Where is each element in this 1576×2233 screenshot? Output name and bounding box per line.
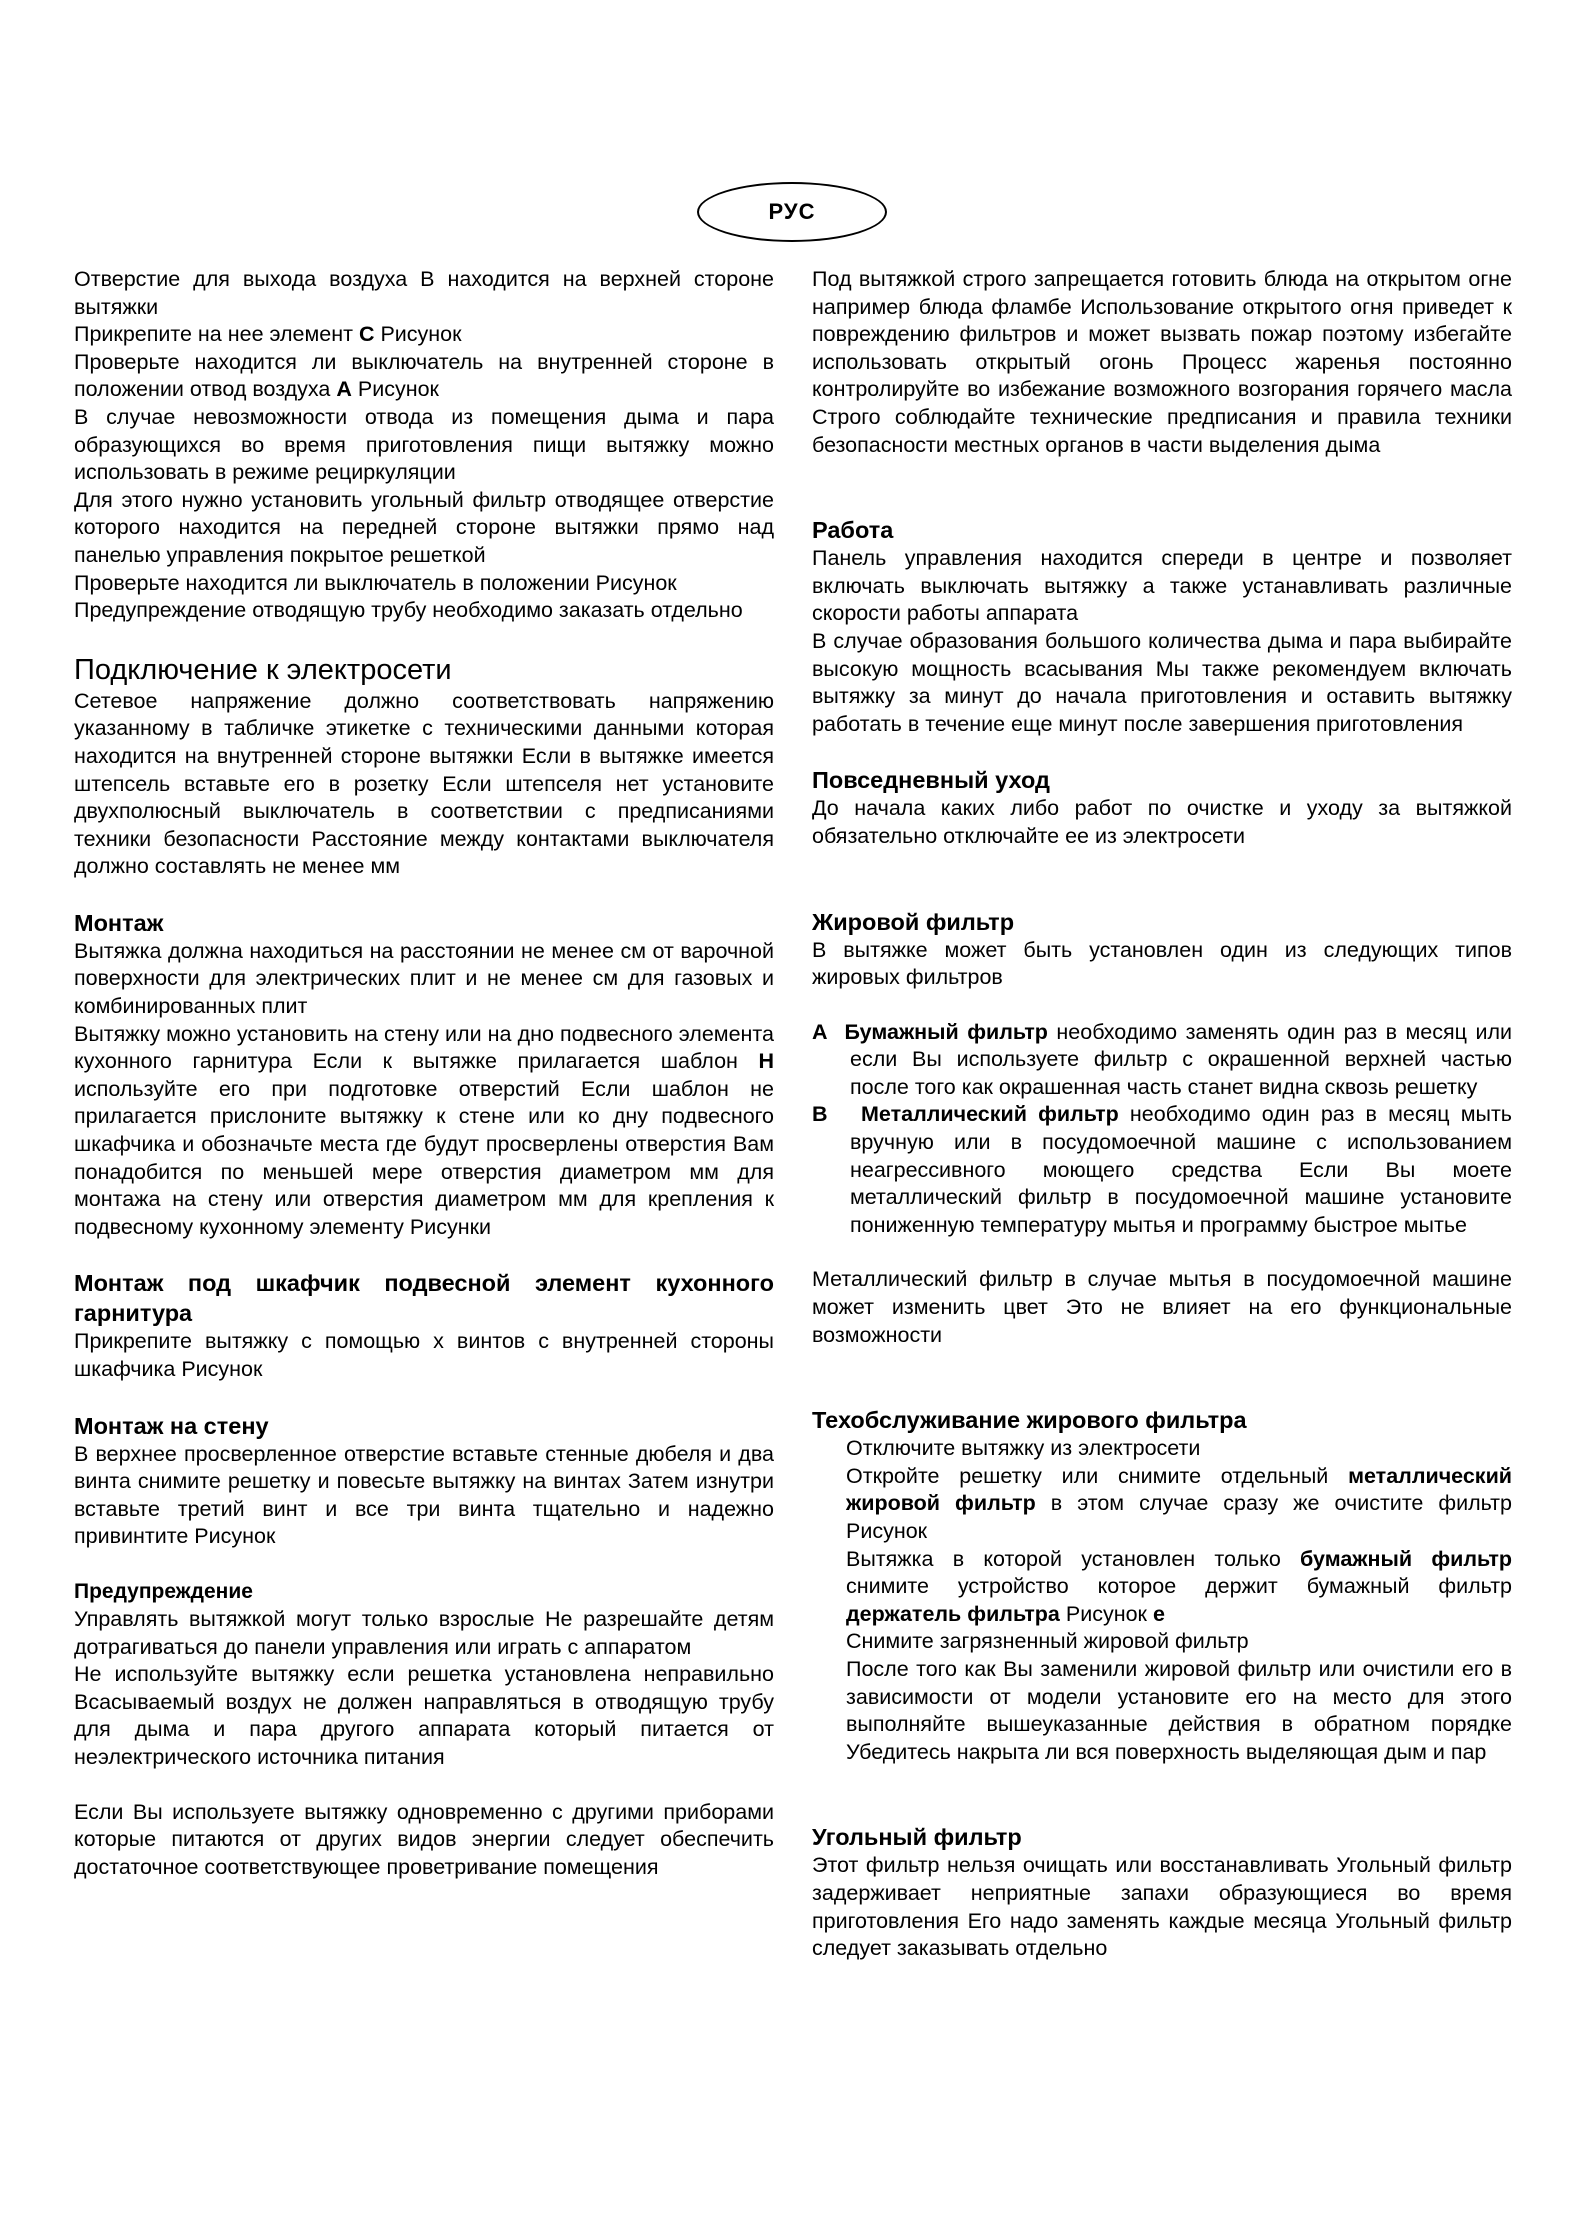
paragraph-metal-color: Металлический фильтр в случае мытья в посудомоечной машине может изменить цвет Это не влияет на его функциональные возможности — [812, 1267, 1512, 1347]
paragraph-open-fire: Под вытяжкой строго запрещается готовить блюда на открытом огне например блюда фламбе Использование открытого огня приведет к повреждению фильтров и может вызвать пожар поэтому избегайте использовать открытый огонь Процесс жаренья постоянно контролируйте во избежание возможного возгорания горячего масла Строго соблюдайте технические предписания и правила техники безопасности местных органов в части выделения дыма — [812, 267, 1512, 457]
paragraph-wall-mount: В верхнее просверленное отверстие вставьте стенные дюбеля и два винта снимите решетку и повесьте вытяжку на винтах Затем изнутри вставьте третий винт и все три винта тщательно и надежно привинтите Рисунок — [74, 1441, 774, 1549]
heading-grease-filter: Жировой фильтр — [812, 908, 1015, 935]
paragraph-carbon-filter: Этот фильтр нельзя очищать или восстанавливать Угольный фильтр задерживает неприятные запахи образующиеся во время приготовления Его надо заменять каждые месяца Угольный фильтр следует заказывать отдельно — [812, 1853, 1512, 1961]
heading-filter-service: Техобслуживание жирового фильтра — [812, 1407, 1247, 1434]
paragraph-cabinet-mount: Прикрепите вытяжку с помощью х винтов с внутренней стороны шкафчика Рисунок — [74, 1329, 774, 1381]
paragraph-grease-types: В вытяжке может быть установлен один из следующих типов жировых фильтров — [812, 937, 1512, 990]
step-reinstall: После того как Вы заменили жировой фильтр или очистили его в зависимости от модели установите его на место для этого выполняйте вышеуказанные действия в обратном порядке Убедитесь накрыта ли вся поверхность выделяющая дым и пар — [846, 1656, 1512, 1764]
heading-cabinet-mount: Монтаж под шкафчик подвесной элемент кухонного гарнитура — [74, 1270, 774, 1327]
paragraph-daily-care: До начала каких либо работ по очистке и уходу за вытяжкой обязательно отключайте ее из электросети — [812, 796, 1512, 848]
heading-wall-mount: Монтаж на стену — [74, 1412, 269, 1439]
paragraph-check-switch: Проверьте находится ли выключатель на внутренней стороне в положении отвод воздуха А Рисунок — [74, 349, 774, 402]
paragraph-warning-adults: Управлять вытяжкой могут только взрослые Не разрешайте детям дотрагиваться до панели управления или играть с аппаратом — [74, 1606, 774, 1659]
step-remove-filter: Снимите загрязненный жировой фильтр — [846, 1629, 1249, 1654]
paragraph-check-switch-2: Проверьте находится ли выключатель в положении Рисунок — [74, 570, 677, 595]
step-disconnect: Отключите вытяжку из электросети — [846, 1436, 1201, 1461]
heading-daily-care: Повседневный уход — [812, 767, 1050, 794]
paragraph-high-power: В случае образования большого количества дыма и пара выбирайте высокую мощность всасывания Мы также рекомендуем включать вытяжку за минут до начала приготовления и оставить вытяжку работать в течение еще минут после завершения приготовления — [812, 628, 1512, 736]
list-item-paper-filter: А Бумажный фильтр необходимо заменять один раз в месяц или если Вы используете фильтр с окрашенной верхней частью после того как окрашенная часть станет видна сквозь решетку — [812, 1019, 1513, 1099]
paragraph-warning-grille: Не используйте вытяжку если решетка установлена неправильно Всасываемый воздух не должен направляться в отводящую трубу для дыма и пара другого аппарата который питается от неэлектрического источника питания — [74, 1662, 774, 1769]
step-open-grille: Откройте решетку или снимите отдельный металлический жировой фильтр в этом случае сразу же очистите фильтр Рисунок — [846, 1463, 1512, 1543]
list-item-metal-filter: В Металлический фильтр необходимо один раз в месяц мыть вручную или в посудомоечной машине с использованием неагрессивного моющего средства Если Вы моете металлический фильтр в посудомоечной машине установите пониженную температуру мытья и программу быстрое мытье — [812, 1102, 1512, 1237]
heading-operation: Работа — [812, 517, 894, 544]
heading-warning: Предупреждение — [74, 1579, 253, 1603]
paragraph-carbon-install: Для этого нужно установить угольный фильтр отводящее отверстие которого находится на передней стороне вытяжки прямо над панелью управления покрытое решеткой — [74, 487, 774, 567]
heading-electric-connection: Подключение к электросети — [74, 653, 452, 686]
paragraph-control-panel: Панель управления находится спереди в центре и позволяет включать выключать вытяжку а также устанавливать различные скорости работы аппарата — [812, 546, 1512, 626]
right-column — [812, 266, 1512, 1963]
paragraph-air-outlet: Отверстие для выхода воздуха B находится на верхней стороне вытяжки — [74, 267, 774, 319]
language-badge: РУС — [697, 182, 887, 242]
paragraph-attach-element: Прикрепите на нее элемент С Рисунок — [74, 322, 462, 347]
paragraph-electric: Сетевое напряжение должно соответствовать напряжению указанному в табличке этикетке с техническими данными которая находится на внутренней стороне вытяжки Если в вытяжке имеется штепсель вставьте его в розетку Если штепселя нет установите двухполюсный выключатель в соответствии с предписаниями техники безопасности Расстояние между контактами выключателя должно составлять не менее мм — [74, 688, 774, 879]
left-column — [74, 266, 774, 1881]
paragraph-warning-ventilation: Если Вы используете вытяжку одновременно с другими приборами которые питаются от других видов энергии следует обеспечить достаточное соответствующее проветривание помещения — [74, 1799, 774, 1879]
paragraph-pipe-warning: Предупреждение отводящую трубу необходимо заказать отдельно — [74, 598, 743, 623]
heading-carbon-filter: Угольный фильтр — [812, 1824, 1022, 1851]
paragraph-mount-distance: Вытяжка должна находиться на расстоянии не менее см от варочной поверхности для электрических плит и не менее см для газовых и комбинированных плит — [74, 938, 774, 1019]
paragraph-mount-template: Вытяжку можно установить на стену или на дно подвесного элемента кухонного гарнитура Если к вытяжке прилагается шаблон Н используйте его при подготовке отверстий Если шаблон не прилагается прислоните вытяжку к стене или ко дну подвесного шкафчика и обозначьте места где будут просверлены отверстия Вам понадобится по меньшей мере отверстия диаметром мм для монтажа на стену или отверстия диаметром мм для крепления к подвесному кухонному элементу Рисунки — [74, 1021, 774, 1239]
step-paper-holder: Вытяжка в которой установлен только бумажный фильтр снимите устройство которое держит бумажный фильтр держатель фильтра Рисунок е — [846, 1546, 1512, 1626]
paragraph-recirculation: В случае невозможности отвода из помещения дыма и пара образующихся во время приготовления пищи вытяжку можно использовать в режиме рециркуляции — [74, 404, 774, 485]
heading-mounting: Монтаж — [74, 909, 164, 936]
